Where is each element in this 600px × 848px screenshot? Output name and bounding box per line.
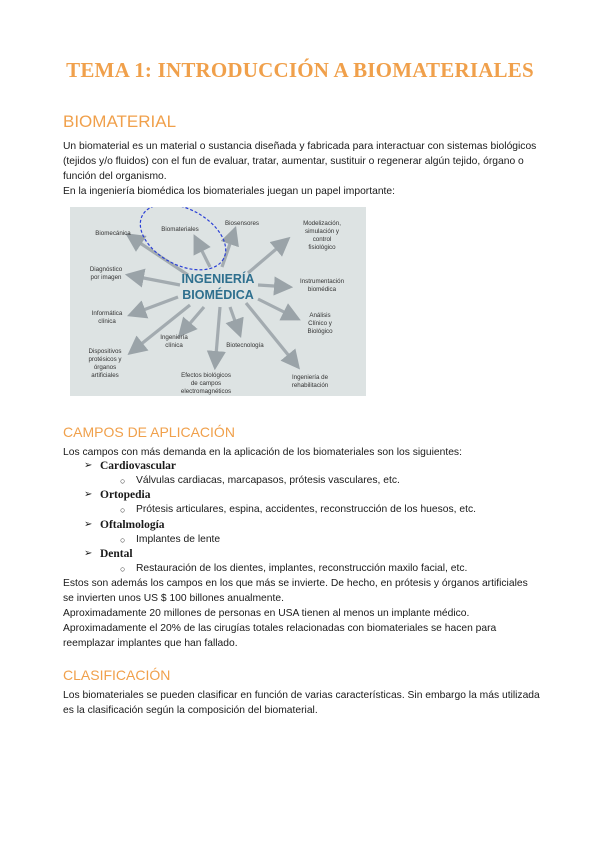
list-item [63, 547, 541, 562]
circle-bullet-icon: ○ [120, 505, 126, 516]
node-biotecnologia: Biotecnología [226, 342, 264, 349]
node-diagnostico-2: por imagen [90, 274, 122, 281]
campo-label: Cardiovascular [100, 460, 177, 472]
node-analisis-1: Análisis [309, 312, 331, 319]
arrow-informatica [130, 297, 178, 315]
circle-bullet-icon: ○ [120, 534, 126, 545]
node-modelizacion-1: Modelización, [303, 220, 341, 227]
node-efectos-2: de campos [190, 380, 222, 387]
arrow-bullet-icon: ➢ [84, 548, 93, 560]
node-modelizacion-2: simulación y [304, 228, 340, 235]
campos-extra [63, 576, 541, 651]
node-diagnostico-1: Diagnóstico [89, 266, 123, 273]
node-dispositivos-2: protésicos y [88, 356, 122, 363]
node-informatica-1: Informática [91, 310, 123, 317]
node-biomateriales: Biomateriales [161, 226, 199, 233]
campo-detail: Válvulas cardiacas, marcapasos, prótesis vasculares, etc. [136, 474, 400, 486]
node-efectos-1: Efectos biológicos [181, 372, 231, 379]
node-analisis-2: Clínico y [308, 320, 332, 327]
node-biosensores: Biosensores [224, 220, 260, 227]
arrow-analisis [258, 299, 298, 319]
biomaterial-definition [63, 139, 541, 199]
arrow-efectos [215, 307, 220, 367]
diagram-center-line-2: BIOMÉDICA [182, 288, 254, 302]
arrow-biosensores [222, 229, 235, 267]
clasificacion-paragraph: Los biomateriales se pueden clasificar en función de varias características. Sin embargo la más utilizada es la clasificación según la composición del biomaterial. [63, 690, 540, 716]
list-item [63, 518, 541, 533]
arrow-bullet-icon: ➢ [84, 518, 93, 530]
list-item [63, 459, 541, 474]
biomaterial-paragraph-1: Un biomaterial es un material o sustancia diseñada y fabricada para interactuar con sistemas biológicos (tejidos y/o fluidos) con el fun de evaluar, tratar, aumentar, sustituir o regenerar algún tejido, órgano o función del organismo. [63, 141, 537, 182]
arrow-biomecanica [128, 235, 188, 275]
campos-paragraph-3: Aproximadamente el 20% de las cirugías totales relacionadas con biomateriales se hacen para reemplazar implantes que han fallado. [63, 623, 497, 649]
arrow-modelizacion [248, 239, 288, 273]
node-dispositivos-1: Dispositivos [88, 348, 122, 355]
arrow-biomateriales [195, 237, 210, 267]
node-dispositivos-4: artificiales [91, 372, 119, 379]
arrow-bullet-icon: ➢ [84, 460, 93, 471]
campo-detail: Restauración de los dientes, implantes, reconstrucción maxilo facial, etc. [136, 562, 468, 574]
list-subitem [63, 474, 541, 489]
node-efectos-3: electromagnéticos [180, 388, 232, 395]
diagram-center-line-1: INGENIERÍA [181, 272, 255, 286]
diagram-node-labels [88, 220, 344, 395]
diagram-svg [70, 207, 366, 396]
biomaterial-paragraph-2: En la ingeniería biomédica los biomateriales juegan un papel importante: [63, 186, 395, 197]
campos-list [63, 459, 541, 577]
arrow-rehabilitacion [246, 303, 298, 367]
diagram-center-title [182, 271, 255, 302]
node-instrumentacion-2: biomédica [307, 286, 337, 293]
node-instrumentacion-1: Instrumentación [299, 278, 345, 285]
node-biomecanica: Biomecánica [95, 230, 131, 237]
campo-label: Oftalmología [100, 518, 165, 531]
arrow-bullet-icon: ➢ [84, 489, 93, 501]
arrow-diagnostico [128, 275, 180, 285]
biomedical-engineering-diagram [70, 207, 366, 396]
node-modelizacion-4: fisiológico [308, 244, 336, 251]
campo-label: Dental [100, 548, 133, 561]
list-subitem [63, 533, 541, 548]
node-modelizacion-3: control [312, 236, 332, 243]
node-rehab-1: Ingeniería de [291, 374, 329, 381]
node-rehab-2: rehabilitación [291, 382, 329, 389]
campos-intro: Los campos con más demanda en la aplicación de los biomateriales son los siguientes: [63, 447, 462, 458]
campo-detail: Implantes de lente [136, 533, 221, 545]
document-title: TEMA 1: INTRODUCCIÓN A BIOMATERIALES [66, 58, 534, 82]
section-heading-campos: CAMPOS DE APLICACIÓN [63, 424, 235, 440]
arrow-instrumentacion [258, 285, 290, 287]
list-subitem [63, 503, 541, 518]
campos-paragraph-1: Estos son además los campos en los que más se invierte. De hecho, en prótesis y órganos artificiales se invierten unos US $ 100 billones anualmente. [63, 578, 528, 604]
node-analisis-3: Biológico [307, 328, 333, 335]
circle-bullet-icon: ○ [120, 563, 126, 574]
list-subitem [63, 562, 541, 577]
node-dispositivos-3: órganos [93, 364, 117, 371]
node-ingclinica-1: Ingeniería [160, 334, 188, 341]
node-informatica-2: clínica [98, 318, 116, 325]
section-heading-clasificacion: CLASIFICACIÓN [63, 667, 171, 683]
node-ingclinica-2: clínica [165, 342, 183, 349]
campo-detail: Prótesis articulares, espina, accidentes, reconstrucción de los huesos, etc. [136, 504, 476, 516]
campos-paragraph-2: Aproximadamente 20 millones de personas en USA tienen al menos un implante médico. [63, 608, 470, 619]
circle-bullet-icon: ○ [120, 475, 126, 486]
list-item [63, 488, 541, 503]
arrow-biotecnologia [230, 307, 240, 335]
campo-label: Ortopedia [100, 489, 151, 502]
section-heading-biomaterial: BIOMATERIAL [63, 112, 177, 131]
